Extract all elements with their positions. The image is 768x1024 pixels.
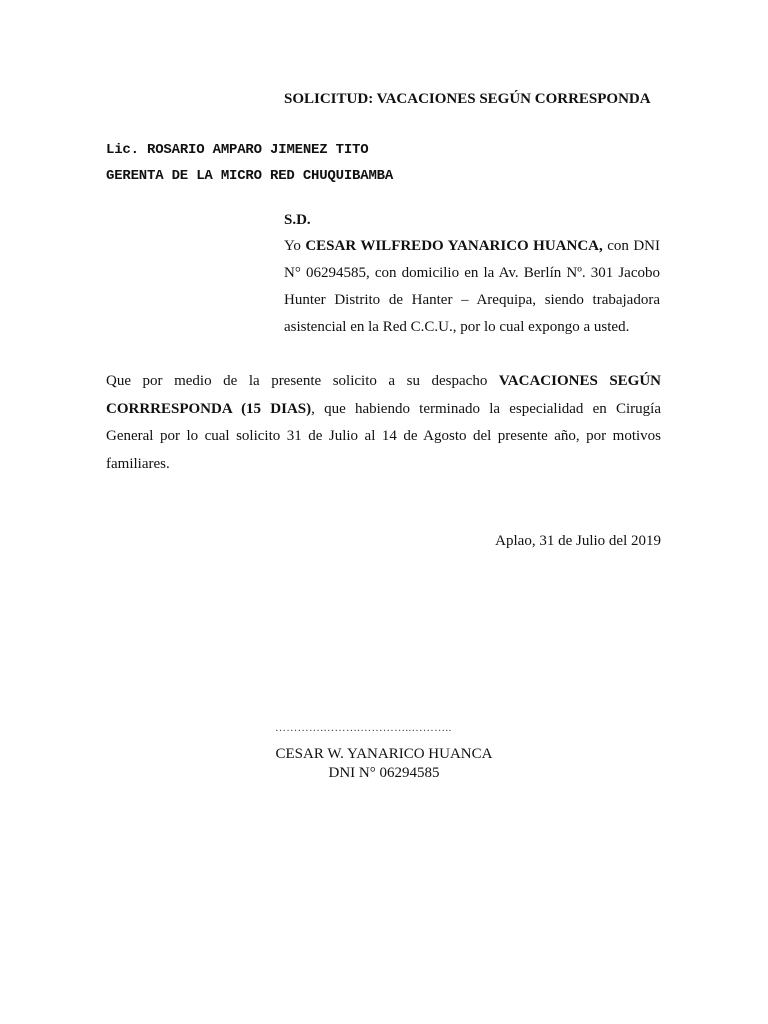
body-part2: , que habiendo terminado la especialidad en Cirugía General por lo cual solicito 31 de Julio al 14 de Agosto del presente año, por motivos familiares. (106, 400, 661, 472)
place-date: Aplao, 31 de Julio del 2019 (495, 533, 661, 549)
signature-dni: DNI N° 06294585 (328, 765, 440, 781)
recipient-name: ROSARIO AMPARO JIMENEZ TITO (147, 142, 369, 158)
recipient-name-line (106, 142, 368, 158)
body-part1: Que por medio de la presente solicito a su despacho (106, 373, 488, 389)
intro-text: con DNI N° 06294585, con domicilio en la Av. Berlín Nº. 301 Jacobo Hunter Distrito de Hanter – Arequipa, siendo trabajadora asistencial en la Red C.C.U., por lo cual expongo a usted. (284, 238, 661, 335)
recipient-position: GERENTA DE LA MICRO RED CHUQUIBAMBA (106, 168, 394, 184)
salutation: S.D. (284, 212, 311, 228)
intro-paragraph (284, 233, 660, 341)
body-paragraph (106, 368, 661, 478)
signature-line: ………….……….…………..……….. (275, 722, 452, 734)
request-text: VACACIONES SEGÚN CORRRESPONDA (15 DIAS) (106, 373, 662, 417)
document-title: SOLICITUD: VACACIONES SEGÚN CORRESPONDA (284, 91, 651, 107)
applicant-name: CESAR WILFREDO YANARICO HUANCA, (305, 238, 603, 254)
intro-yo: Yo (284, 238, 301, 254)
recipient-prefix: Lic. (106, 142, 139, 158)
signature-name: CESAR W. YANARICO HUANCA (275, 746, 493, 762)
